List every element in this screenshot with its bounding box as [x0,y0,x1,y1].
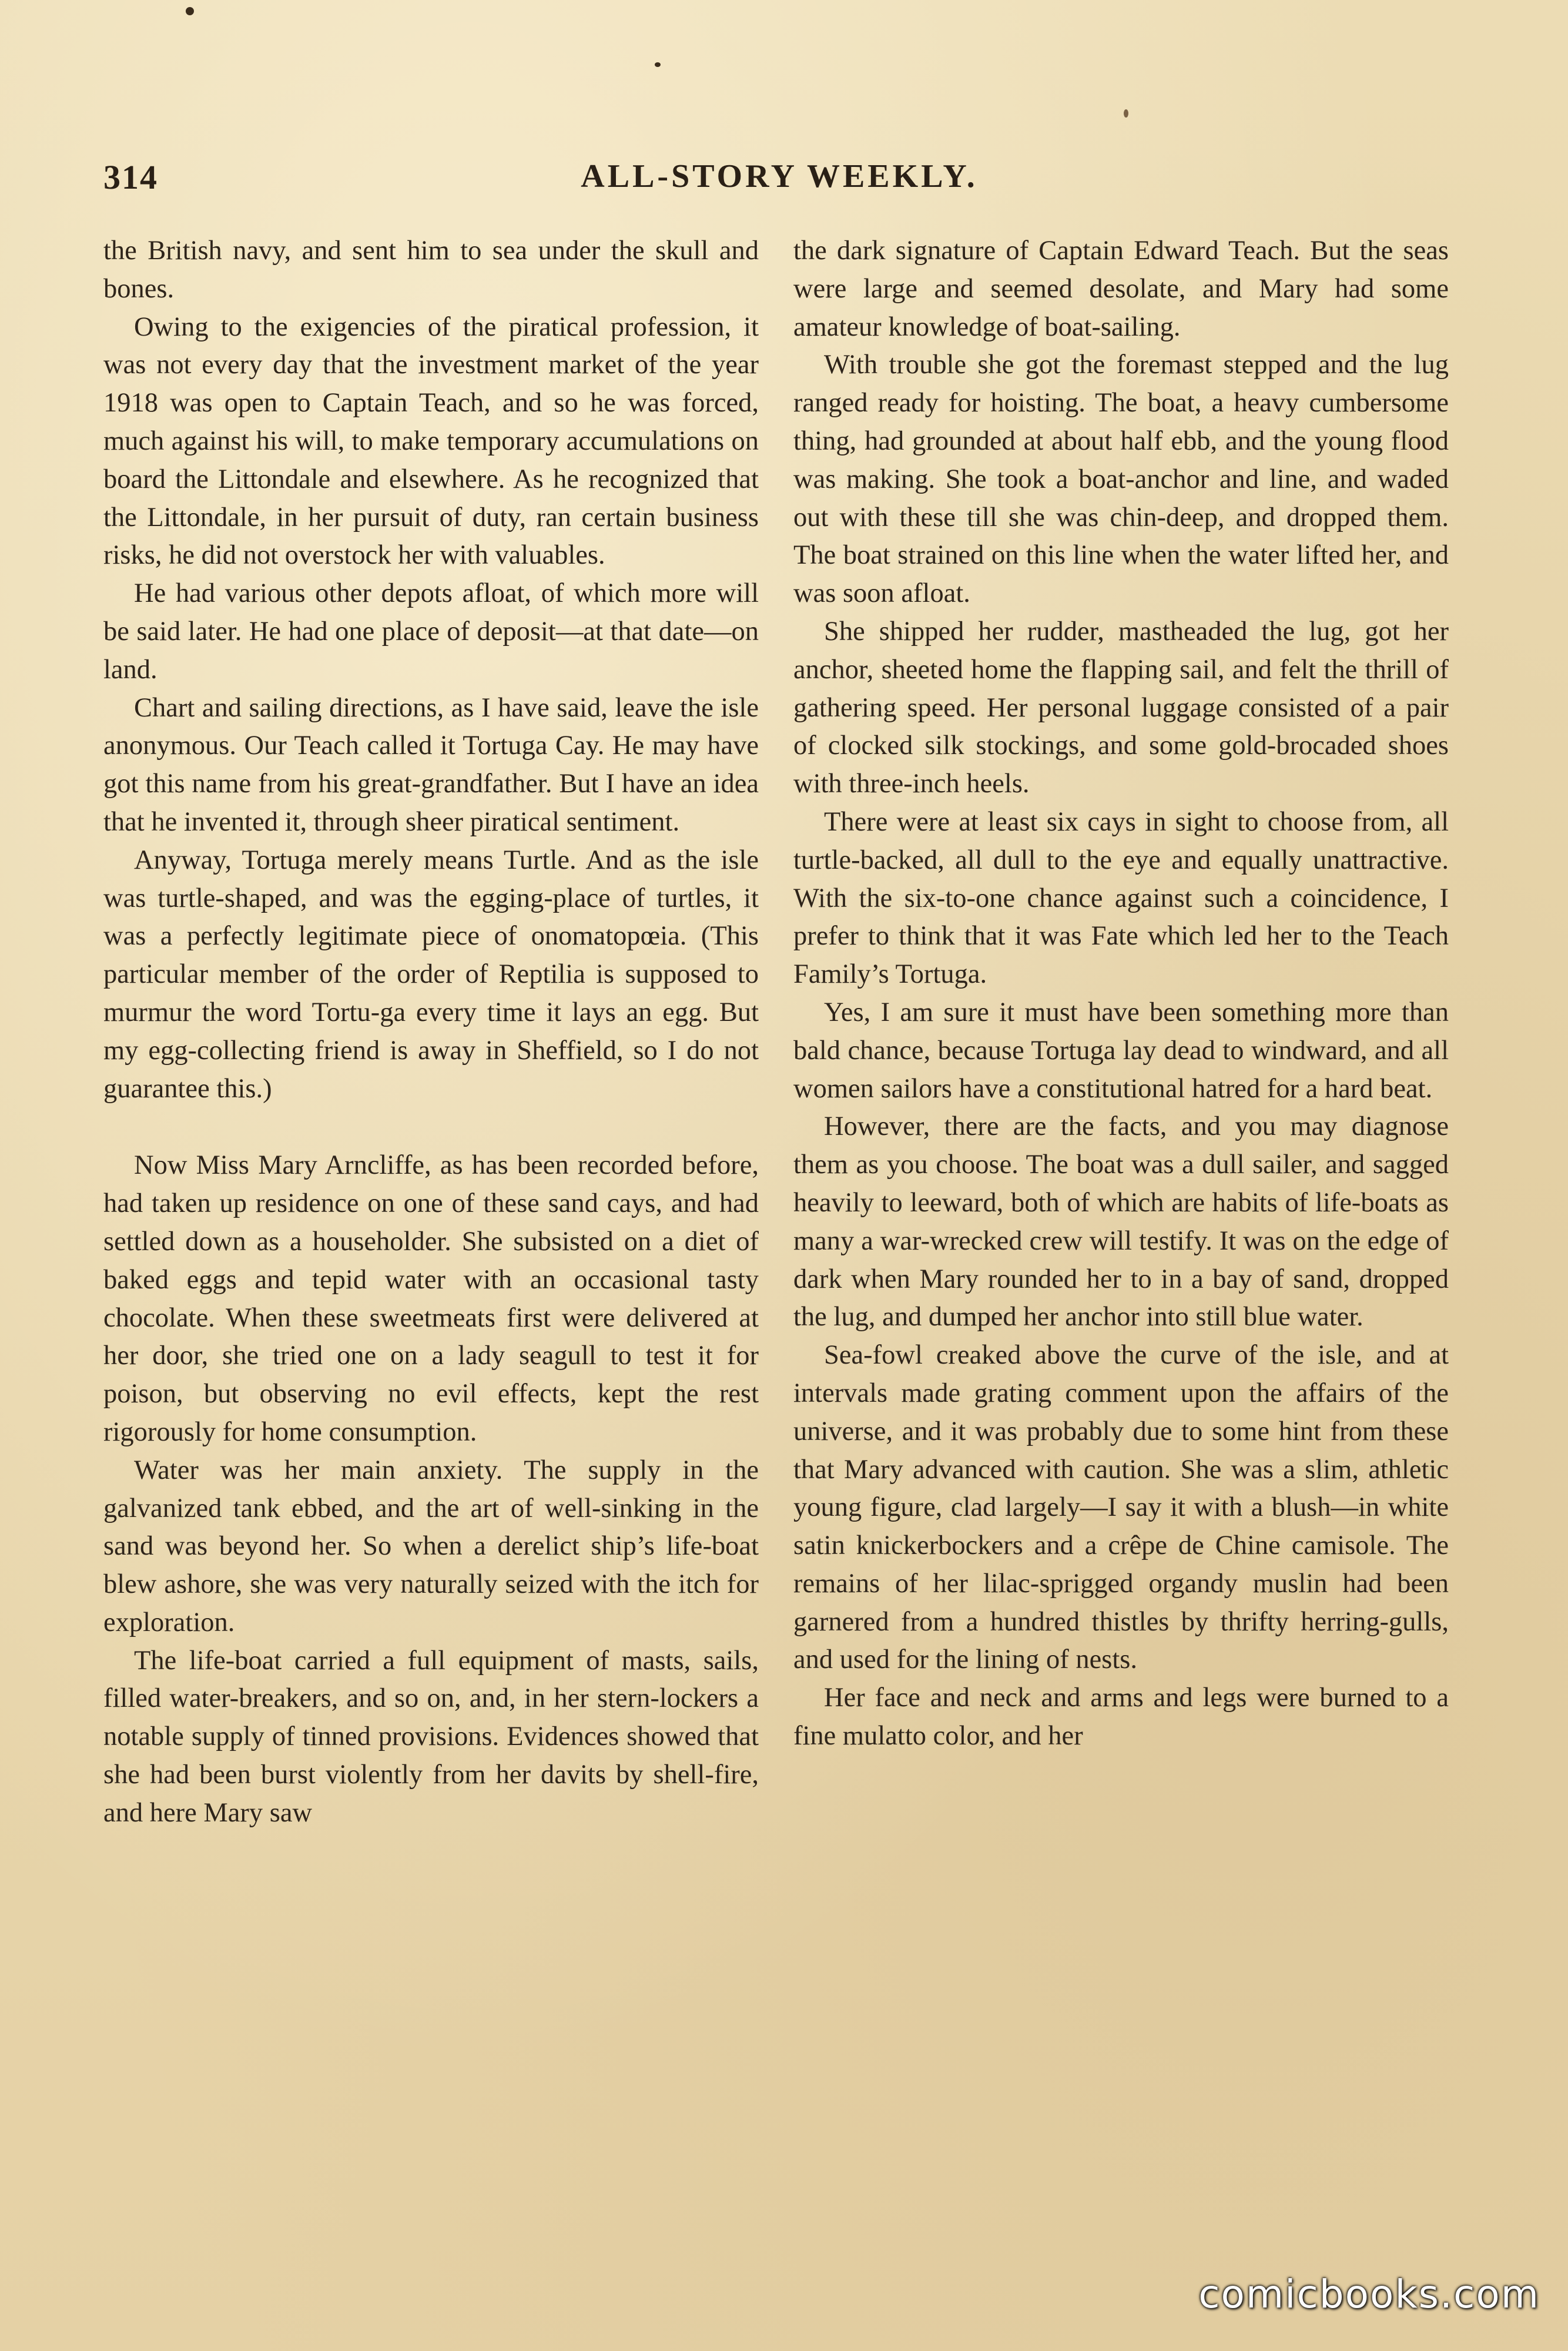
paragraph: the British navy, and sent him to sea under the skull and bones. [103,236,759,304]
ink-speck [655,62,661,67]
page-number: 314 [103,158,158,196]
paragraph: Sea-fowl creaked above the curve of the isle, and at intervals made grating comment upon the affairs of the universe, and it was probably due to some hint from these that Mary advanced with caution. She was a slim, athletic young figure, clad largely—I say it with a blush—in white satin knickerbockers and a crêpe de Chine camisole. The remains of her lilac-sprigged organdy muslin had been garnered from a hundred thistles by thrifty herring-gulls, and used for the lining of nests. [793,1340,1449,1675]
paragraph: However, there are the facts, and you may diagnose them as you choose. The boat was a dull sailer, and sagged heavily to leeward, both of which are habits of life-boats as many a war-wrecked crew will testify. It was on the edge of dark when Mary rounded her to in a bay of sand, dropped the lug, and dumped her anchor into still blue water. [793,1111,1449,1332]
running-head: ALL-STORY WEEKLY. [581,158,978,195]
right-column [793,232,1449,1756]
paragraph: Owing to the exigencies of the piratical profession, it was not every day that the investment market of the year 1918 was open to Captain Teach, and so he was forced, much against his will, to make temporary accumulations on board the Littondale and elsewhere. As he recognized that the Littondale, in her pursuit of duty, ran certain business risks, he did not overstock her with valuables. [103,312,759,571]
paragraph: Anyway, Tortuga merely means Turtle. And as the isle was turtle-shaped, and was the egging-place of turtles, it was a perfectly legitimate piece of onomatopœia. (This particular member of the order of Reptilia is supposed to murmur the word Tortu-ga every time it lays an egg. But my egg-collecting friend is away in Sheffield, so I do not guarantee this.) [103,845,759,1104]
paragraph: The life-boat carried a full equipment of masts, sails, filled water-breakers, and so on, and, in her stern-lockers a notable supply of tinned provisions. Evidences showed that she had been burst violently from her davits by shell-fire, and here Mary saw [103,1645,759,1828]
paragraph: the dark signature of Captain Edward Teach. But the seas were large and seemed desolate, and Mary had some amateur knowledge of boat-sailing. [793,236,1449,342]
paragraph: Now Miss Mary Arncliffe, as has been recorded before, had taken up residence on one of these sand cays, and had settled down as a householder. She subsisted on a diet of baked eggs and tepid water with an occasional tasty chocolate. When these sweetmeats first were delivered at her door, she tried one on a lady seagull to test it for poison, but observing no evil effects, kept the rest rigorously for home consumption. [103,1150,759,1447]
paragraph: There were at least six cays in sight to choose from, all turtle-backed, all dull to the eye and equally unattractive. With the six-to-one chance against such a coincidence, I prefer to think that it was Fate which led her to the Teach Family’s Tortuga. [793,806,1449,990]
paragraph: She shipped her rudder, mastheaded the lug, got her anchor, sheeted home the flapping sail, and felt the thrill of gathering speed. Her personal luggage consisted of a pair of clocked silk stockings, and some gold-brocaded shoes with three-inch heels. [793,616,1449,799]
paragraph: Water was her main anxiety. The supply in the galvanized tank ebbed, and the art of well-sinking in the sand was beyond her. So when a derelict ship’s life-boat blew ashore, she was very naturally seized with the itch for exploration. [103,1455,759,1637]
ink-speck [1124,109,1128,118]
paragraph: Her face and neck and arms and legs were burned to a fine mulatto color, and her [793,1683,1449,1751]
paragraph: Chart and sailing directions, as I have said, leave the isle anonymous. Our Teach called it Tortuga Cay. He may have got this name from his great-grandfather. But I have an idea that he invented it, through sheer piratical sentiment. [103,692,759,837]
paragraph: He had various other depots afloat, of which more will be said later. He had one place of deposit—at that date—on land. [103,578,759,685]
paragraph: Yes, I am sure it must have been something more than bald chance, because Tortuga lay dead to windward, and all women sailors have a constitutional hatred for a hard beat. [793,997,1449,1104]
page-header [103,158,1455,205]
ink-speck [186,7,194,15]
paragraph: With trouble she got the foremast stepped and the lug ranged ready for hoisting. The boat, a heavy cumbersome thing, had grounded at about half ebb, and the young flood was making. She took a boat-anchor and line, and waded out with these till she was chin-deep, and dropped them. The boat strained on this line when the water lifted her, and was soon afloat. [793,350,1449,609]
left-column [103,232,759,1833]
site-watermark: comicbooks.com [1198,2272,1540,2317]
